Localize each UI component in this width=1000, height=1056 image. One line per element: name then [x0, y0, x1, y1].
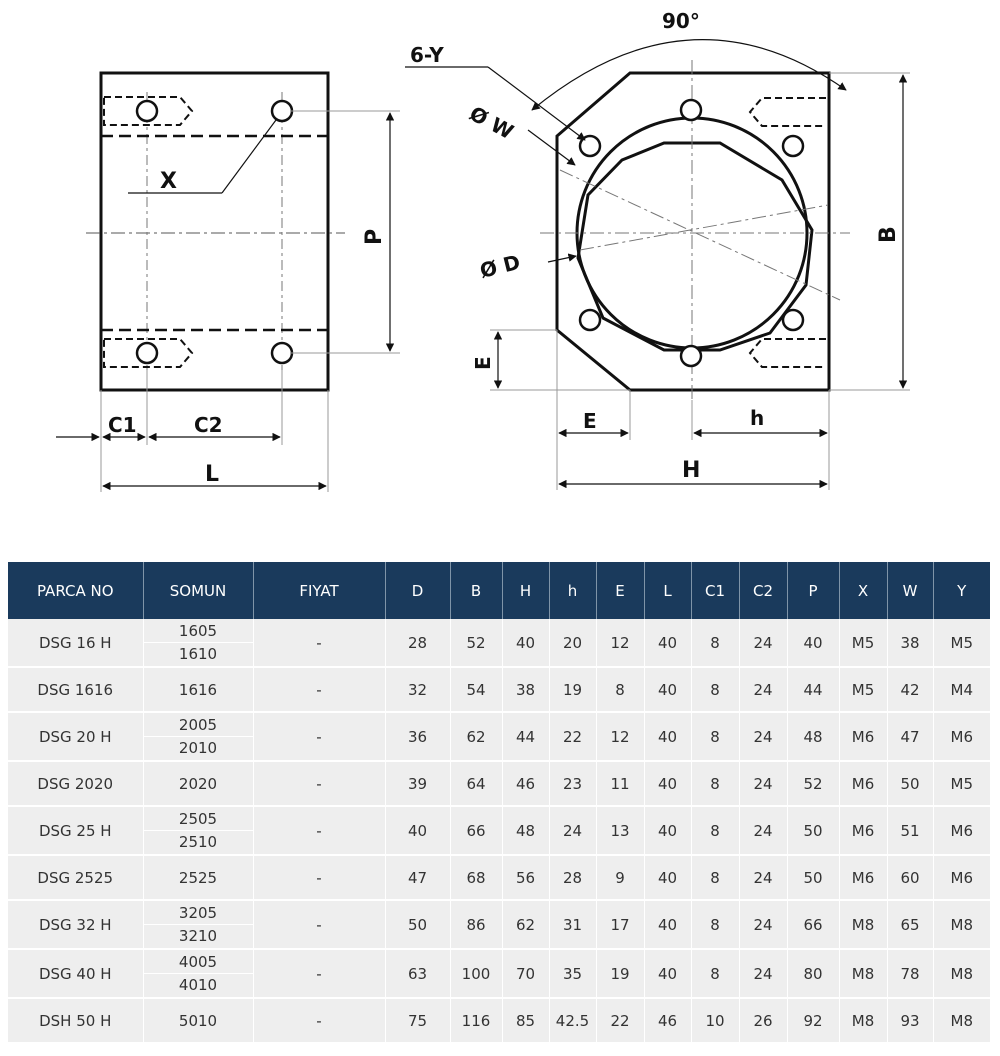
front-view	[405, 9, 910, 490]
cell-part-no: DSH 50 H	[8, 998, 143, 1043]
column-header: PARCA NO	[8, 562, 143, 619]
cell-dimension: M8	[933, 900, 990, 949]
cell-dimension: 40	[644, 619, 691, 667]
cell-dimension: 24	[739, 667, 787, 712]
cell-dimension: M6	[933, 855, 990, 900]
cell-dimension: 62	[450, 712, 502, 761]
somun-code: 1605	[178, 622, 218, 640]
cell-dimension: 8	[691, 712, 739, 761]
column-header: C1	[691, 562, 739, 619]
cell-dimension: 40	[502, 619, 549, 667]
cell-somun	[143, 949, 253, 998]
label-e-horizontal: E	[583, 409, 597, 433]
cell-somun	[143, 855, 253, 900]
cell-dimension: 8	[691, 667, 739, 712]
cell-dimension: 63	[385, 949, 450, 998]
side-view	[56, 73, 400, 492]
cell-dimension: M6	[933, 806, 990, 855]
table-row	[8, 806, 990, 855]
table-row	[8, 949, 990, 998]
column-header: L	[644, 562, 691, 619]
cell-dimension: 22	[596, 998, 644, 1043]
cell-dimension: 28	[549, 855, 596, 900]
cell-dimension: 36	[385, 712, 450, 761]
label-h-small: h	[750, 406, 765, 430]
flange-hole-left-bottom	[580, 310, 600, 330]
table-row	[8, 619, 990, 667]
cell-price: -	[253, 806, 385, 855]
cell-dimension: 46	[502, 761, 549, 806]
cell-dimension: 40	[644, 855, 691, 900]
cell-dimension: 42.5	[549, 998, 596, 1043]
cell-somun	[143, 667, 253, 712]
cell-dimension: M8	[839, 900, 887, 949]
cell-dimension: M6	[839, 712, 887, 761]
somun-code: 1610	[144, 642, 253, 665]
somun-code: 2510	[144, 830, 253, 853]
cell-dimension: 8	[691, 619, 739, 667]
somun-code: 2005	[178, 716, 218, 734]
column-header: C2	[739, 562, 787, 619]
cell-dimension: 56	[502, 855, 549, 900]
cell-price: -	[253, 855, 385, 900]
cell-dimension: 44	[502, 712, 549, 761]
cell-dimension: 64	[450, 761, 502, 806]
cell-dimension: M8	[839, 998, 887, 1043]
cell-dimension: 8	[691, 806, 739, 855]
cell-dimension: M5	[933, 761, 990, 806]
hole-top-left	[137, 101, 157, 121]
cell-dimension: 51	[887, 806, 933, 855]
somun-code: 2020	[178, 774, 218, 793]
cell-dimension: 8	[596, 667, 644, 712]
cell-dimension: 50	[787, 806, 839, 855]
cell-dimension: 24	[739, 619, 787, 667]
cell-dimension: M8	[933, 949, 990, 998]
cell-dimension: 47	[887, 712, 933, 761]
table-header-row	[8, 562, 990, 619]
cell-dimension: 40	[644, 806, 691, 855]
column-header: H	[502, 562, 549, 619]
cell-dimension: 9	[596, 855, 644, 900]
label-holes: 6-Y	[410, 43, 444, 67]
cell-somun	[143, 998, 253, 1043]
cell-dimension: 40	[644, 667, 691, 712]
cell-dimension: 24	[739, 900, 787, 949]
cell-dimension: 24	[739, 761, 787, 806]
cell-dimension: 66	[450, 806, 502, 855]
cell-dimension: 66	[787, 900, 839, 949]
cell-dimension: M5	[839, 619, 887, 667]
flange-hole-bottom	[681, 346, 701, 366]
cell-dimension: 52	[450, 619, 502, 667]
flange-hole-right-bottom	[783, 310, 803, 330]
label-c1: C1	[108, 413, 137, 437]
cell-dimension: 8	[691, 855, 739, 900]
cell-dimension: M4	[933, 667, 990, 712]
label-e-vertical: E	[471, 356, 495, 370]
somun-code: 4005	[178, 953, 218, 971]
column-header: D	[385, 562, 450, 619]
somun-code: 2010	[144, 736, 253, 759]
column-header: B	[450, 562, 502, 619]
somun-code: 3210	[144, 924, 253, 947]
cell-price: -	[253, 900, 385, 949]
cell-dimension: 40	[644, 949, 691, 998]
cell-dimension: 78	[887, 949, 933, 998]
label-p: P	[362, 228, 387, 245]
cell-dimension: 19	[596, 949, 644, 998]
cell-dimension: 100	[450, 949, 502, 998]
label-c2: C2	[194, 413, 223, 437]
cell-dimension: 26	[739, 998, 787, 1043]
somun-code: 2525	[178, 868, 218, 887]
cell-price: -	[253, 949, 385, 998]
cell-dimension: 39	[385, 761, 450, 806]
somun-code: 2505	[178, 810, 218, 828]
cell-dimension: 44	[787, 667, 839, 712]
cell-part-no: DSG 25 H	[8, 806, 143, 855]
cell-dimension: M6	[839, 806, 887, 855]
table-body	[8, 619, 990, 1043]
cell-dimension: M6	[839, 761, 887, 806]
cell-part-no: DSG 20 H	[8, 712, 143, 761]
somun-code: 4010	[144, 973, 253, 996]
table-row	[8, 998, 990, 1043]
cell-dimension: 65	[887, 900, 933, 949]
cell-price: -	[253, 619, 385, 667]
somun-code: 1616	[178, 680, 218, 699]
cell-dimension: 80	[787, 949, 839, 998]
label-w: Ø W	[465, 101, 518, 145]
cell-part-no: DSG 2525	[8, 855, 143, 900]
cell-dimension: M8	[839, 949, 887, 998]
spec-table	[8, 562, 990, 1044]
cell-price: -	[253, 667, 385, 712]
cell-price: -	[253, 712, 385, 761]
cell-dimension: 24	[549, 806, 596, 855]
cell-dimension: 40	[385, 806, 450, 855]
side-tapped-hole-top	[750, 98, 826, 126]
column-header: h	[549, 562, 596, 619]
cell-dimension: 46	[644, 998, 691, 1043]
cell-dimension: 75	[385, 998, 450, 1043]
cell-somun	[143, 712, 253, 761]
column-header: SOMUN	[143, 562, 253, 619]
cell-dimension: 8	[691, 949, 739, 998]
cell-dimension: 23	[549, 761, 596, 806]
cell-dimension: 11	[596, 761, 644, 806]
hole-top-right	[272, 101, 292, 121]
cell-dimension: 28	[385, 619, 450, 667]
cell-somun	[143, 900, 253, 949]
cell-dimension: 40	[644, 761, 691, 806]
cell-dimension: M5	[839, 667, 887, 712]
cell-dimension: 8	[691, 900, 739, 949]
cell-part-no: DSG 1616	[8, 667, 143, 712]
cell-dimension: 42	[887, 667, 933, 712]
somun-code: 5010	[178, 1011, 218, 1030]
cell-dimension: M6	[839, 855, 887, 900]
cell-dimension: 85	[502, 998, 549, 1043]
hole-bottom-right	[272, 343, 292, 363]
column-header: P	[787, 562, 839, 619]
side-tapped-hole-bottom	[750, 339, 826, 367]
flange-hole-top	[681, 100, 701, 120]
cell-dimension: 20	[549, 619, 596, 667]
label-h-big: H	[682, 458, 701, 483]
column-header: E	[596, 562, 644, 619]
cell-dimension: 17	[596, 900, 644, 949]
label-b: B	[876, 226, 901, 243]
cell-dimension: 24	[739, 806, 787, 855]
cell-somun	[143, 761, 253, 806]
cell-dimension: 38	[502, 667, 549, 712]
cell-dimension: 48	[502, 806, 549, 855]
table-row	[8, 667, 990, 712]
cell-dimension: 24	[739, 855, 787, 900]
flange-hole-right-top	[783, 136, 803, 156]
cell-dimension: 10	[691, 998, 739, 1043]
cell-dimension: 62	[502, 900, 549, 949]
column-header: W	[887, 562, 933, 619]
cell-dimension: 92	[787, 998, 839, 1043]
cell-somun	[143, 619, 253, 667]
cell-dimension: 48	[787, 712, 839, 761]
cell-dimension: 32	[385, 667, 450, 712]
cell-dimension: 54	[450, 667, 502, 712]
label-x: X	[160, 169, 177, 194]
cell-dimension: 31	[549, 900, 596, 949]
cell-dimension: 60	[887, 855, 933, 900]
cell-part-no: DSG 16 H	[8, 619, 143, 667]
cell-dimension: 8	[691, 761, 739, 806]
main-bore	[578, 143, 812, 350]
table-row	[8, 855, 990, 900]
cell-dimension: 86	[450, 900, 502, 949]
table-row	[8, 712, 990, 761]
label-angle: 90°	[662, 9, 700, 33]
table-row	[8, 900, 990, 949]
label-l: L	[205, 462, 220, 487]
cell-dimension: M6	[933, 712, 990, 761]
table-row	[8, 761, 990, 806]
column-header: Y	[933, 562, 990, 619]
cell-dimension: 13	[596, 806, 644, 855]
side-body	[101, 73, 328, 390]
somun-code: 3205	[178, 904, 218, 922]
cell-dimension: 93	[887, 998, 933, 1043]
cell-dimension: 19	[549, 667, 596, 712]
cell-dimension: 12	[596, 619, 644, 667]
cell-part-no: DSG 32 H	[8, 900, 143, 949]
cell-somun	[143, 806, 253, 855]
cell-dimension: M8	[933, 998, 990, 1043]
cell-dimension: M5	[933, 619, 990, 667]
cell-dimension: 40	[644, 712, 691, 761]
cell-part-no: DSG 2020	[8, 761, 143, 806]
cell-dimension: 24	[739, 949, 787, 998]
cell-part-no: DSG 40 H	[8, 949, 143, 998]
cell-dimension: 40	[787, 619, 839, 667]
technical-drawing	[0, 0, 1000, 520]
column-header: X	[839, 562, 887, 619]
cell-dimension: 70	[502, 949, 549, 998]
cell-dimension: 116	[450, 998, 502, 1043]
cell-dimension: 35	[549, 949, 596, 998]
column-header: FIYAT	[253, 562, 385, 619]
hole-bottom-left	[137, 343, 157, 363]
cell-dimension: 38	[887, 619, 933, 667]
cell-dimension: 12	[596, 712, 644, 761]
cell-dimension: 50	[887, 761, 933, 806]
cell-dimension: 52	[787, 761, 839, 806]
cell-dimension: 22	[549, 712, 596, 761]
cell-dimension: 50	[385, 900, 450, 949]
cell-dimension: 68	[450, 855, 502, 900]
cell-dimension: 24	[739, 712, 787, 761]
cell-dimension: 50	[787, 855, 839, 900]
cell-dimension: 40	[644, 900, 691, 949]
cell-price: -	[253, 998, 385, 1043]
cell-price: -	[253, 761, 385, 806]
cell-dimension: 47	[385, 855, 450, 900]
label-d: Ø D	[477, 249, 523, 283]
